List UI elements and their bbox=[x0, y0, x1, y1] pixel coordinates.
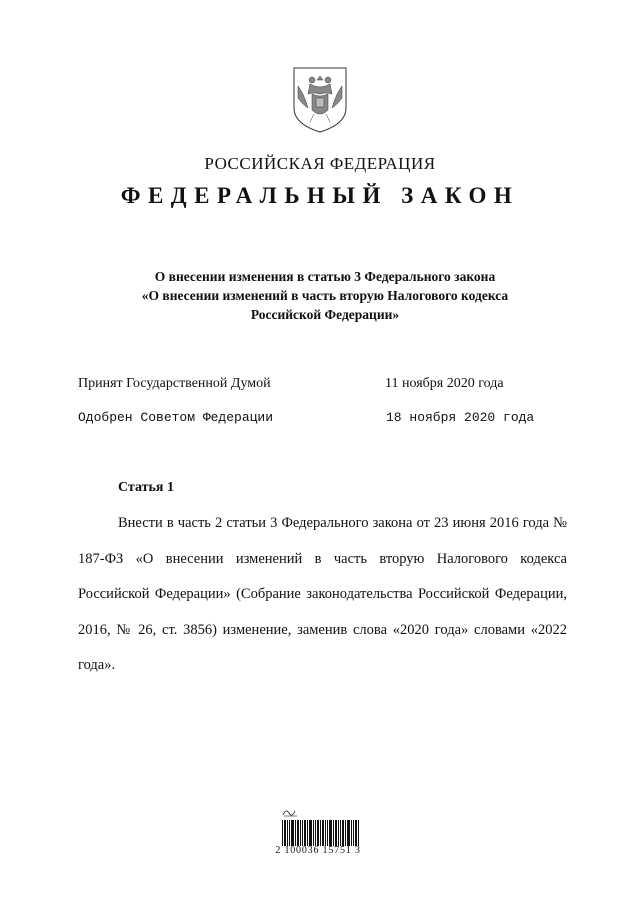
document-type: ФЕДЕРАЛЬНЫЙ ЗАКОН bbox=[120, 183, 520, 208]
law-title bbox=[90, 267, 560, 324]
duma-adoption-date: 11 ноября 2020 года bbox=[385, 376, 504, 391]
council-approval-label: Одобрен Советом Федерации bbox=[78, 410, 274, 425]
article-heading: Статья 1 bbox=[118, 480, 174, 495]
barcode-number: 2 100036 15751 3 bbox=[275, 845, 361, 856]
council-approval-row bbox=[78, 410, 558, 425]
law-title-line: О внесении изменения в статью 3 Федерального закона bbox=[154, 269, 496, 284]
duma-adoption-label: Принят Государственной Думой bbox=[78, 376, 271, 391]
duma-adoption-row bbox=[78, 376, 558, 392]
barcode-icon bbox=[282, 820, 360, 846]
law-title-line: «О внесении изменений в часть вторую Налогового кодекса bbox=[141, 288, 509, 303]
law-title-line: Российской Федерации» bbox=[250, 307, 400, 322]
council-approval-date: 18 ноября 2020 года bbox=[386, 410, 535, 425]
coat-of-arms-icon bbox=[288, 64, 352, 134]
article-text: Внести в часть 2 статьи 3 Федерального закона от 23 июня 2016 года № 187-ФЗ «О внесении изменений в часть вторую Налогового кодекса Российской Федерации» (Собрание законодательства Российской Федерации, 2016, № 26, ст. 3856) изменение, заменив слова «2020 года» словами «2022 года». bbox=[78, 515, 567, 673]
country-name: РОССИЙСКАЯ ФЕДЕРАЦИЯ bbox=[204, 154, 436, 173]
signature-mark-icon bbox=[282, 807, 298, 817]
